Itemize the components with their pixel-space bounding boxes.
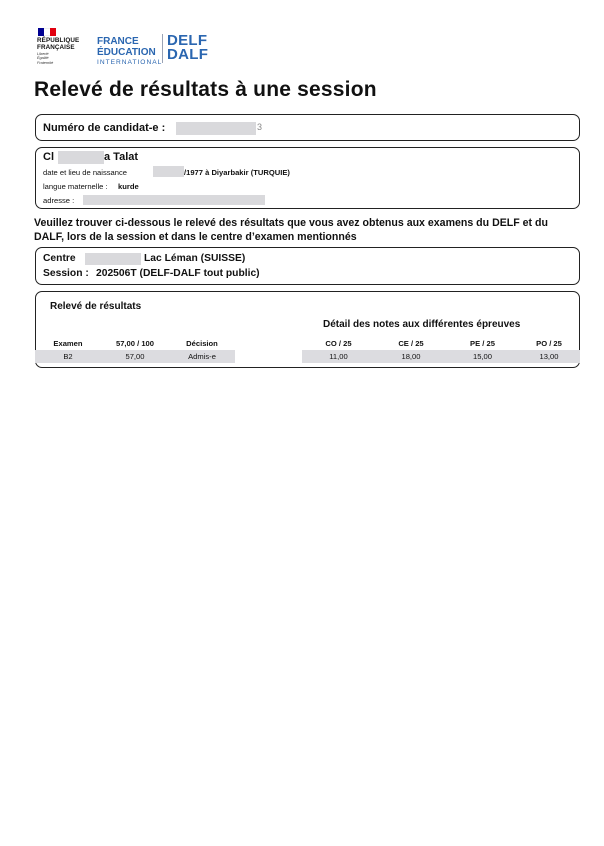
cell-spacer (235, 350, 302, 363)
results-heading: Relevé de résultats (50, 301, 142, 312)
col-ce: CE / 25 (398, 339, 424, 348)
redacted-centre (85, 253, 141, 265)
results-table (35, 337, 580, 363)
cell-pe: 15,00 (447, 350, 518, 363)
redacted-candidate-number (176, 122, 256, 135)
page-title: Relevé de résultats à une session (34, 78, 377, 101)
rf-motto (37, 52, 53, 65)
col-pe: PE / 25 (470, 339, 495, 348)
republique-francaise-logo-text (37, 37, 79, 51)
rf-motto-2: Égalité (37, 56, 49, 61)
fei-line-2: ÉDUCATION (97, 46, 156, 58)
redacted-address (83, 195, 265, 205)
candidate-name-end: a Talat (104, 151, 139, 163)
cell-po: 13,00 (518, 350, 580, 363)
centre-value: Lac Léman (SUISSE) (144, 253, 246, 264)
logo-divider (162, 34, 163, 63)
col-decision: Décision (186, 339, 218, 348)
birth-label: date et lieu de naissance (43, 168, 128, 177)
cell-examen: B2 (35, 350, 101, 363)
rf-line-1: RÉPUBLIQUE (37, 37, 80, 44)
redacted-birthdate (153, 166, 184, 177)
candidate-number-label: Numéro de candidat-e : (43, 122, 166, 134)
redacted-name (58, 151, 104, 164)
dalf-line: DALF (167, 46, 209, 63)
fei-line-1: FRANCE (97, 36, 139, 47)
mother-tongue-value: kurde (118, 182, 139, 191)
delf-line: DELF (167, 32, 208, 49)
centre-label: Centre (43, 253, 76, 264)
rf-line-2: FRANÇAISE (37, 44, 75, 51)
cell-ce: 18,00 (375, 350, 447, 363)
address-label: adresse : (43, 196, 75, 205)
col-po: PO / 25 (536, 339, 562, 348)
results-header-row (35, 337, 580, 350)
candidate-info-box (35, 147, 580, 209)
mother-tongue-label: langue maternelle : (43, 182, 108, 191)
results-data-row (35, 350, 580, 363)
republique-francaise-flag (38, 28, 56, 36)
col-examen: Examen (53, 339, 83, 348)
cell-co: 11,00 (302, 350, 375, 363)
candidate-number-box (35, 114, 580, 141)
candidate-name-start: Cl (43, 151, 54, 163)
session-label: Session : (43, 268, 89, 279)
rf-motto-3: Fraternité (37, 60, 54, 65)
candidate-number-tail: 3 (257, 122, 263, 132)
col-total: 57,00 / 100 (115, 339, 154, 348)
detail-heading: Détail des notes aux différentes épreuves (323, 319, 521, 330)
cell-decision: Admis-e (169, 350, 235, 363)
delf-dalf-logo (167, 34, 208, 62)
col-co: CO / 25 (325, 339, 352, 348)
col-spacer (235, 337, 302, 350)
fei-international: INTERNATIONAL (97, 59, 163, 66)
birth-value: /1977 à Diyarbakir (TURQUIE) (184, 168, 290, 177)
session-value: 202506T (DELF-DALF tout public) (96, 268, 260, 279)
centre-session-box (35, 247, 580, 285)
cell-total: 57,00 (101, 350, 169, 363)
intro-paragraph: Veuillez trouver ci-dessous le relevé des résultats que vous avez obtenus aux examens du DELF et du DALF, lors de la session et dans le centre d’examen mentionnés (34, 217, 548, 243)
france-education-international-logo (97, 37, 162, 67)
rf-motto-1: Liberté (37, 52, 49, 56)
